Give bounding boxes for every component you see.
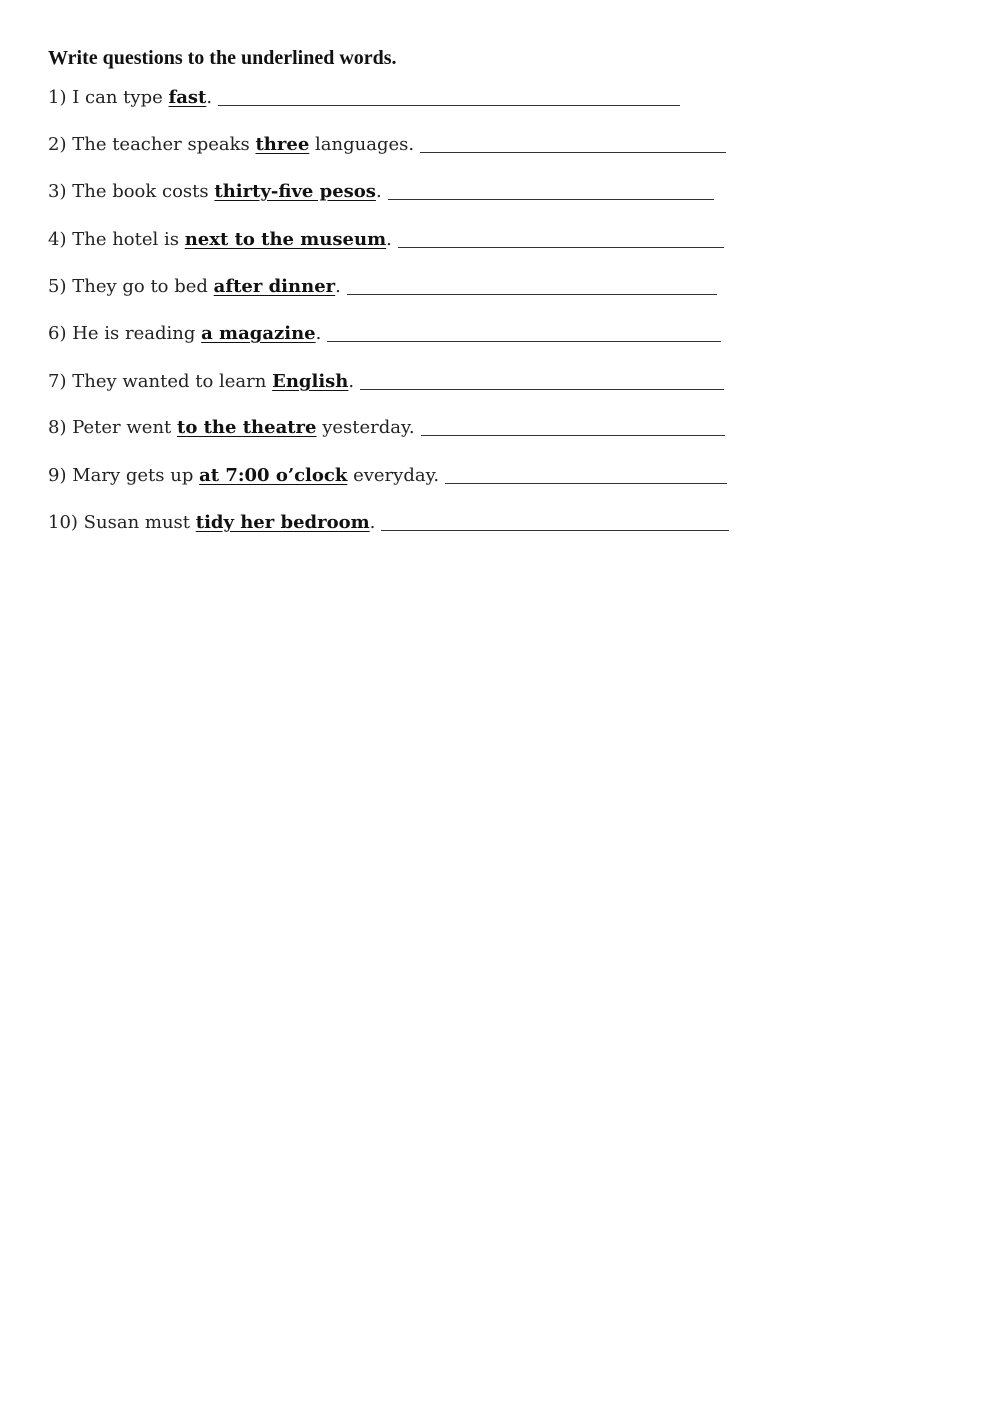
question-text-before: I can type bbox=[72, 87, 163, 108]
question-text-before: Mary gets up bbox=[72, 465, 194, 486]
question-text-after: . bbox=[335, 276, 341, 297]
answer-line[interactable] bbox=[398, 246, 724, 248]
underlined-words: a magazine bbox=[201, 323, 316, 344]
underlined-words: three bbox=[255, 134, 310, 155]
answer-line[interactable] bbox=[360, 388, 724, 390]
answer-line[interactable] bbox=[421, 434, 725, 436]
question-number: 6) bbox=[48, 323, 67, 344]
answer-line[interactable] bbox=[347, 293, 717, 295]
question-number: 7) bbox=[48, 371, 67, 392]
question-text-after: . bbox=[206, 87, 213, 108]
question-text-after: . bbox=[348, 371, 355, 392]
question-9 bbox=[48, 456, 727, 486]
question-4 bbox=[48, 220, 724, 250]
underlined-words: thirty-five pesos bbox=[214, 181, 376, 202]
question-text-after: . bbox=[315, 323, 322, 344]
question-text-before: They go to bed bbox=[72, 276, 208, 297]
question-8 bbox=[48, 408, 725, 438]
underlined-words: English bbox=[272, 371, 349, 392]
answer-line[interactable] bbox=[327, 340, 721, 342]
question-1 bbox=[48, 78, 680, 108]
question-number: 5) bbox=[48, 276, 67, 297]
question-number: 3) bbox=[48, 181, 67, 202]
question-text-after: yesterday. bbox=[322, 417, 415, 438]
question-text-before: Susan must bbox=[83, 512, 191, 533]
answer-line[interactable] bbox=[420, 151, 726, 153]
question-7 bbox=[48, 362, 724, 392]
question-text-before: The teacher speaks bbox=[72, 134, 250, 155]
answer-line[interactable] bbox=[388, 198, 714, 200]
question-text-before: The book costs bbox=[72, 181, 209, 202]
question-2 bbox=[48, 125, 726, 155]
question-3 bbox=[48, 172, 714, 202]
question-number: 2) bbox=[48, 134, 67, 155]
underlined-words: tidy her bedroom bbox=[195, 512, 370, 533]
question-text-after: . bbox=[369, 512, 376, 533]
question-text-before: They wanted to learn bbox=[72, 371, 267, 392]
answer-line[interactable] bbox=[445, 482, 727, 484]
question-text-before: The hotel is bbox=[72, 229, 179, 250]
question-text-after: everyday. bbox=[353, 465, 440, 486]
question-text-after: languages. bbox=[315, 134, 415, 155]
question-text-after: . bbox=[375, 181, 382, 202]
underlined-words: next to the museum bbox=[184, 229, 387, 250]
underlined-words: at 7:00 o’clock bbox=[199, 465, 348, 486]
question-number: 8) bbox=[48, 417, 67, 438]
underlined-words: to the theatre bbox=[177, 417, 317, 438]
question-10 bbox=[48, 503, 729, 533]
answer-line[interactable] bbox=[381, 529, 729, 531]
answer-line[interactable] bbox=[218, 104, 680, 106]
question-number: 4) bbox=[48, 229, 67, 250]
instruction-heading: Write questions to the underlined words. bbox=[48, 47, 397, 69]
underlined-words: fast bbox=[168, 87, 207, 108]
question-text-before: He is reading bbox=[72, 323, 196, 344]
question-text-after: . bbox=[386, 229, 392, 250]
question-number: 1) bbox=[48, 87, 67, 108]
question-text-before: Peter went bbox=[72, 417, 172, 438]
underlined-words: after dinner bbox=[213, 276, 336, 297]
question-number: 10) bbox=[48, 512, 78, 533]
question-5 bbox=[48, 267, 717, 297]
question-number: 9) bbox=[48, 465, 67, 486]
question-6 bbox=[48, 314, 721, 344]
